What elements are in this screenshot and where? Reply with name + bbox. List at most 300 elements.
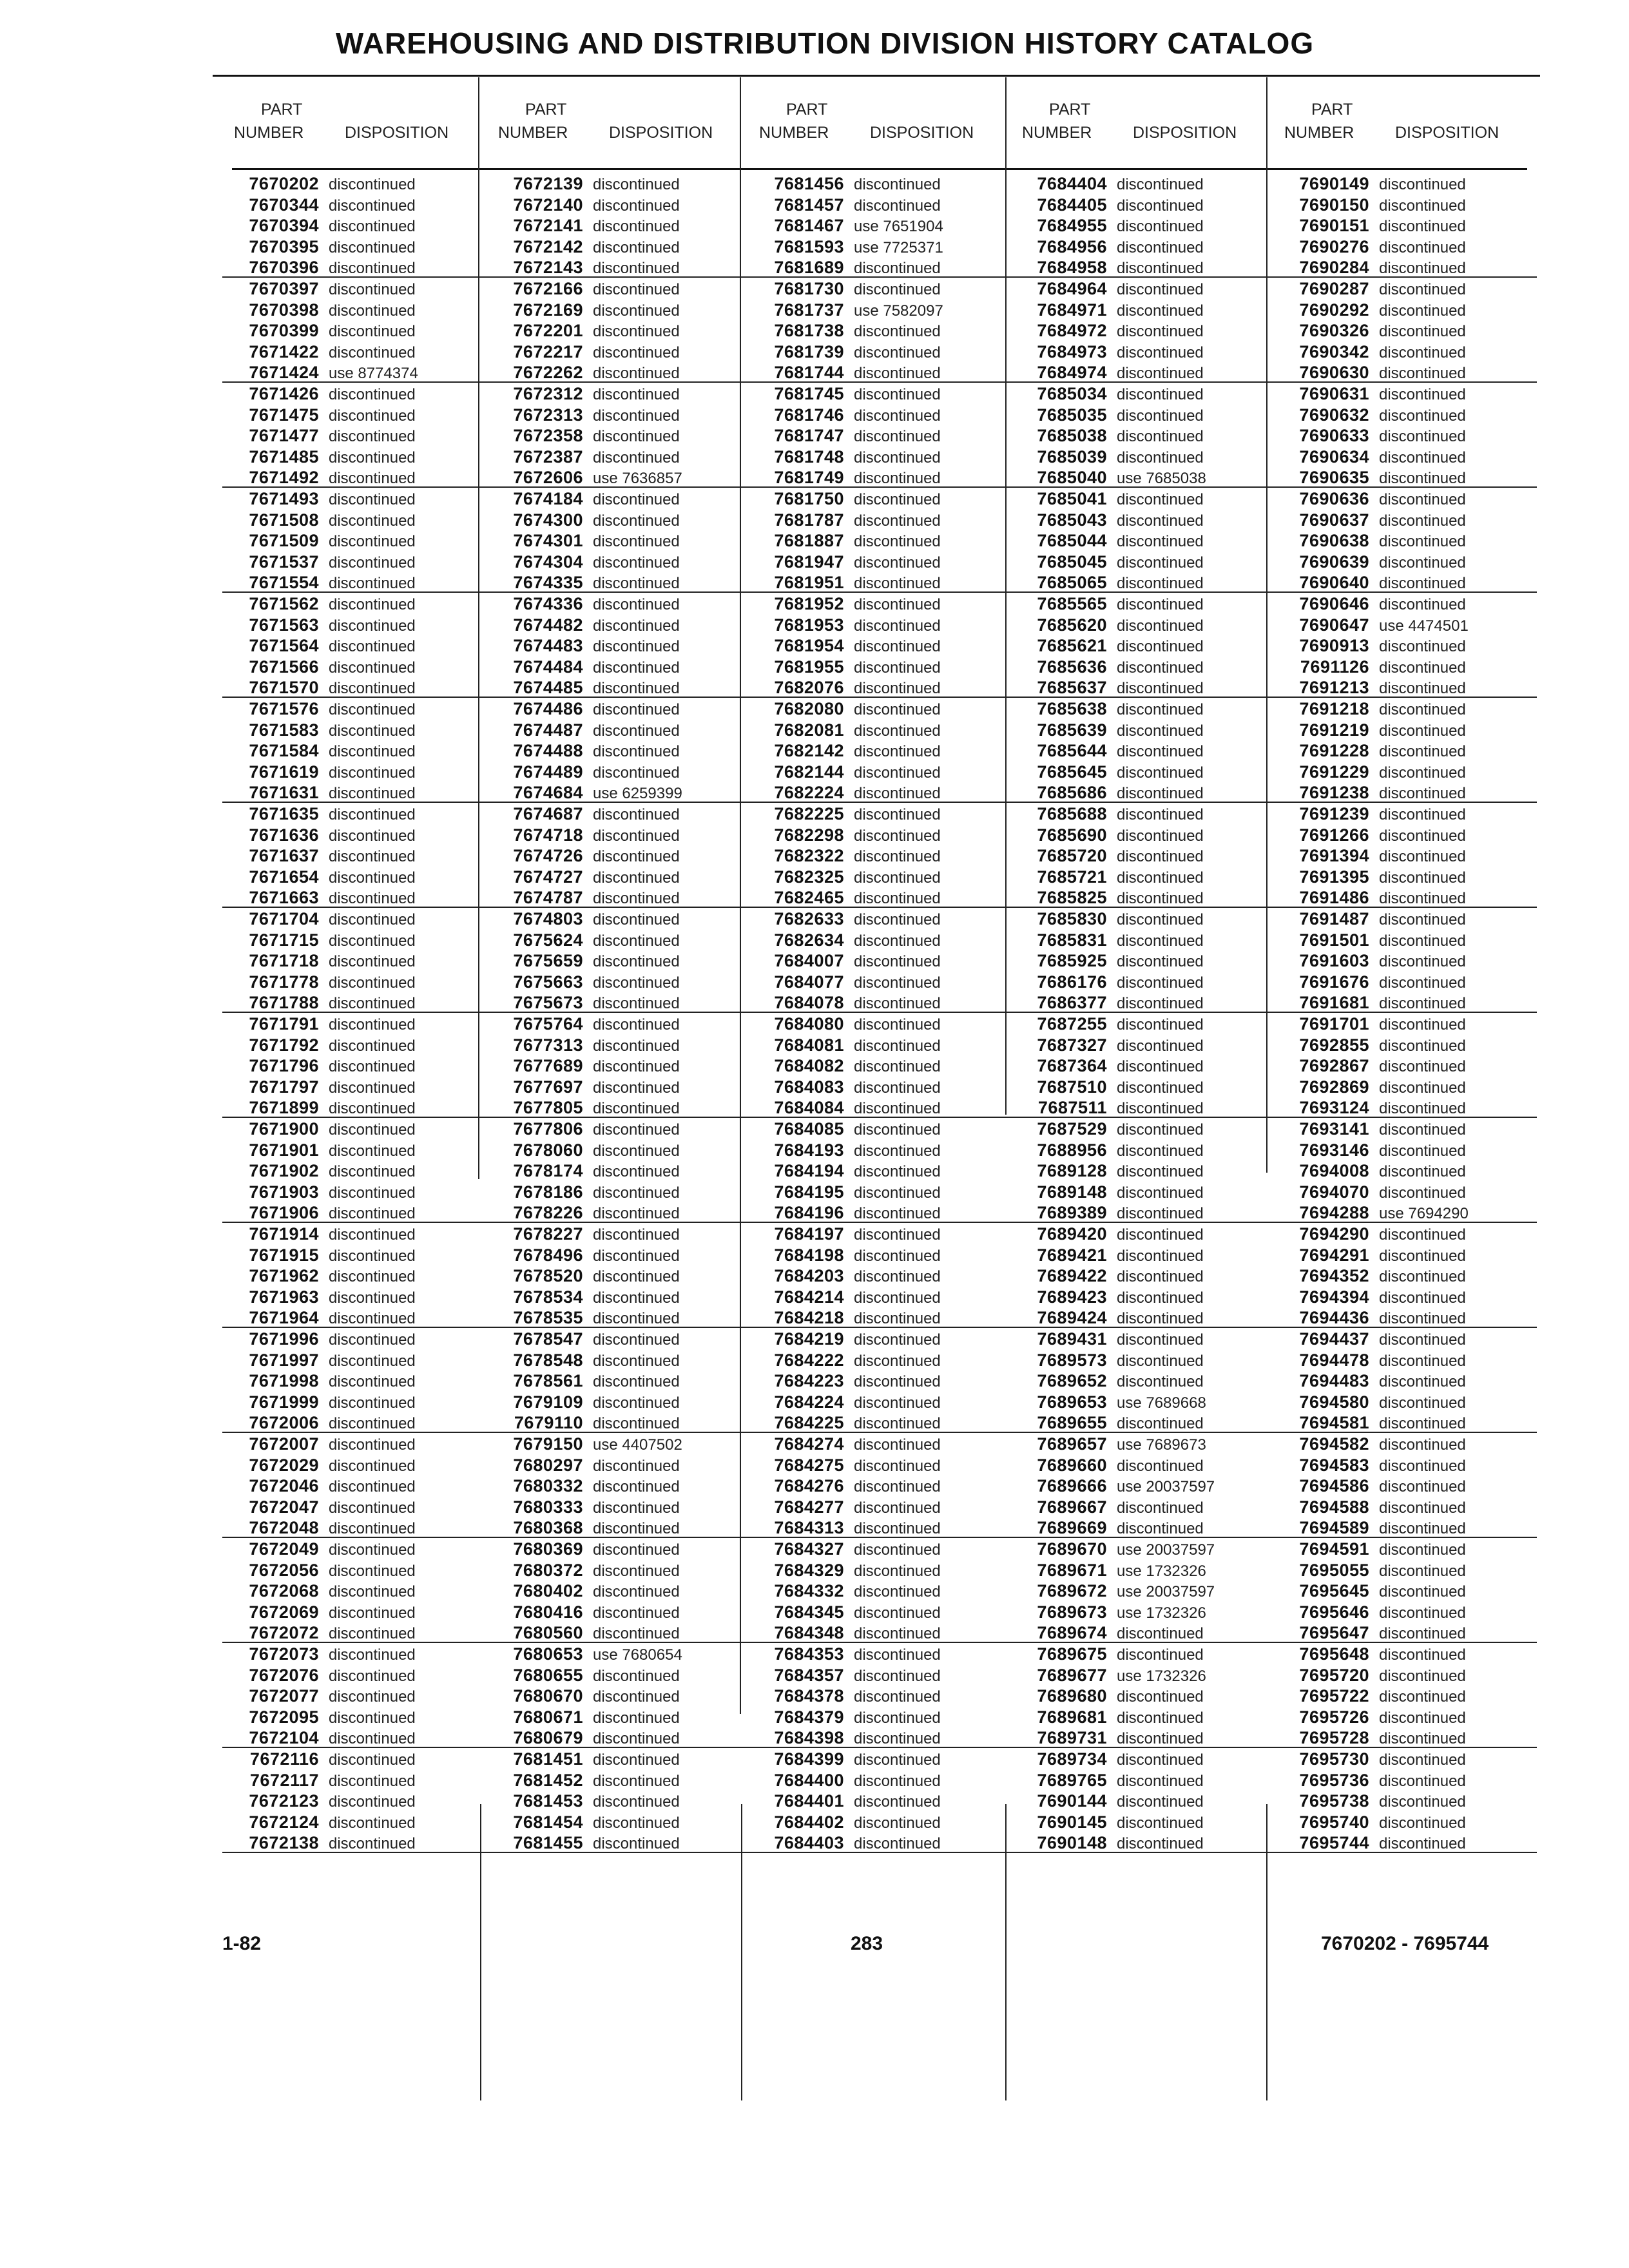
catalog-row	[1273, 299, 1537, 320]
part-number: 7684195	[774, 1182, 844, 1202]
catalog-row	[1273, 635, 1537, 656]
part-number: 7670399	[249, 321, 319, 341]
part-number: 7684222	[774, 1350, 844, 1370]
disposition: discontinued	[593, 1226, 680, 1244]
part-number: 7691238	[1299, 783, 1369, 803]
catalog-row	[747, 1244, 1012, 1265]
catalog-row	[1010, 1706, 1275, 1727]
catalog-row	[222, 530, 487, 551]
catalog-row	[487, 1643, 751, 1664]
disposition: discontinued	[1117, 302, 1204, 320]
part-number: 7681951	[774, 573, 844, 593]
entry-group	[747, 1748, 1012, 1853]
part-number: 7671999	[249, 1392, 319, 1412]
catalog-row	[1273, 1118, 1537, 1139]
disposition: discontinued	[1117, 1247, 1204, 1265]
part-number: 7689681	[1037, 1707, 1107, 1727]
disposition: discontinued	[1379, 974, 1466, 992]
entry-group	[487, 383, 751, 488]
disposition: discontinued	[854, 176, 941, 193]
catalog-row	[222, 173, 487, 194]
catalog-row	[747, 1202, 1012, 1223]
disposition: discontinued	[329, 281, 416, 298]
part-number: 7685636	[1037, 657, 1107, 677]
part-number: 7689677	[1037, 1665, 1107, 1685]
catalog-row	[222, 1370, 487, 1391]
disposition: discontinued	[854, 1604, 941, 1622]
disposition: discontinued	[1117, 386, 1204, 403]
disposition: discontinued	[329, 1667, 416, 1685]
disposition: discontinued	[593, 1667, 680, 1685]
catalog-row	[487, 614, 751, 635]
disposition: discontinued	[1379, 323, 1466, 341]
part-number: 7670398	[249, 300, 319, 320]
part-number: 7680679	[513, 1728, 583, 1748]
disposition: discontinued	[1379, 680, 1466, 698]
part-number: 7689389	[1037, 1203, 1107, 1223]
entry-group	[222, 1118, 487, 1223]
disposition: discontinued	[1379, 1478, 1466, 1496]
disposition: discontinued	[593, 197, 680, 215]
disposition: discontinued	[329, 848, 416, 866]
disposition: discontinued	[593, 1415, 680, 1433]
catalog-row	[747, 1412, 1012, 1433]
part-number: 7671792	[249, 1035, 319, 1055]
part-number: 7684084	[774, 1098, 844, 1118]
part-number: 7685043	[1037, 510, 1107, 530]
catalog-row	[1273, 1181, 1537, 1202]
disposition: discontinued	[1379, 365, 1466, 383]
part-number: 7695740	[1299, 1812, 1369, 1832]
part-number: 7672606	[513, 468, 583, 488]
disposition: discontinued	[593, 1331, 680, 1349]
catalog-row	[222, 236, 487, 257]
catalog-row	[487, 1139, 751, 1160]
catalog-row	[747, 1769, 1012, 1791]
part-number: 7680655	[513, 1665, 583, 1685]
disposition: discontinued	[329, 680, 416, 698]
disposition: discontinued	[854, 995, 941, 1013]
disposition: discontinued	[1117, 1772, 1204, 1790]
catalog-row	[1010, 1055, 1275, 1076]
catalog-row	[1273, 782, 1537, 803]
entry-group	[222, 698, 487, 803]
part-number: 7684081	[774, 1035, 844, 1055]
header-rule	[232, 168, 1527, 170]
disposition: discontinued	[1379, 575, 1466, 593]
disposition: discontinued	[1379, 281, 1466, 298]
disposition: discontinued	[854, 1772, 941, 1790]
catalog-row	[487, 1286, 751, 1307]
catalog-row	[747, 299, 1012, 320]
disposition: discontinued	[1117, 1100, 1204, 1118]
disposition: discontinued	[1117, 617, 1204, 635]
disposition: discontinued	[1379, 218, 1466, 236]
disposition: discontinued	[329, 386, 416, 403]
catalog-row	[747, 466, 1012, 488]
entries-column	[1010, 173, 1275, 1853]
entry-group	[222, 803, 487, 908]
catalog-row	[487, 1370, 751, 1391]
part-number: 7680332	[513, 1476, 583, 1496]
part-number: 7690150	[1299, 195, 1369, 215]
disposition: discontinued	[1379, 932, 1466, 950]
part-number: 7690326	[1299, 321, 1369, 341]
disposition: discontinued	[593, 1373, 680, 1391]
part-number: 7671901	[249, 1140, 319, 1160]
disposition: discontinued	[1379, 343, 1466, 361]
catalog-row	[1273, 1160, 1537, 1181]
part-number: 7678547	[513, 1329, 583, 1349]
part-number: 7682142	[774, 741, 844, 761]
part-number: 7681739	[774, 341, 844, 361]
disposition: discontinued	[854, 1478, 941, 1496]
catalog-row	[222, 1748, 487, 1769]
catalog-row	[747, 383, 1012, 404]
disposition: discontinued	[593, 1625, 680, 1643]
catalog-row	[487, 845, 751, 866]
part-number: 7690149	[1299, 174, 1369, 193]
part-number: 7678561	[513, 1371, 583, 1391]
catalog-row	[222, 719, 487, 740]
catalog-row	[747, 1013, 1012, 1034]
entry-group	[1010, 593, 1275, 698]
part-number: 7671508	[249, 510, 319, 530]
disposition: discontinued	[593, 1583, 680, 1601]
part-number: 7694436	[1299, 1308, 1369, 1328]
part-number: 7695646	[1299, 1602, 1369, 1622]
disposition: discontinued	[1117, 953, 1204, 971]
part-number: 7672007	[249, 1434, 319, 1454]
part-number: 7681953	[774, 615, 844, 635]
catalog-row	[1273, 929, 1537, 950]
disposition: discontinued	[854, 743, 941, 761]
disposition: discontinued	[1379, 806, 1466, 823]
disposition: discontinued	[1379, 1310, 1466, 1328]
catalog-row	[487, 466, 751, 488]
part-number: 7690342	[1299, 341, 1369, 361]
header-part: PART	[261, 101, 303, 119]
part-number: 7684214	[774, 1287, 844, 1307]
part-number: 7687529	[1037, 1119, 1107, 1139]
disposition: discontinued	[329, 553, 416, 572]
catalog-row	[1273, 824, 1537, 845]
part-number: 7689431	[1037, 1329, 1107, 1349]
catalog-row	[487, 1538, 751, 1559]
part-number: 7684276	[774, 1476, 844, 1496]
part-number: 7694581	[1299, 1413, 1369, 1433]
catalog-row	[747, 1433, 1012, 1454]
disposition: discontinued	[329, 1541, 416, 1559]
catalog-row	[747, 1454, 1012, 1475]
entry-group	[222, 1433, 487, 1538]
part-number: 7681750	[774, 489, 844, 508]
catalog-row	[1010, 446, 1275, 467]
catalog-row	[1010, 761, 1275, 782]
entry-group	[1273, 278, 1537, 383]
part-number: 7687511	[1037, 1098, 1107, 1118]
disposition: discontinued	[329, 1121, 416, 1139]
part-number: 7672313	[513, 405, 583, 425]
footer-section-number: 1-82	[222, 1933, 262, 1954]
part-number: 7671554	[249, 573, 319, 593]
catalog-row	[1010, 1475, 1275, 1496]
catalog-row	[487, 383, 751, 404]
disposition: discontinued	[1117, 491, 1204, 508]
catalog-row	[1010, 1265, 1275, 1286]
disposition: discontinued	[1379, 1352, 1466, 1370]
part-number: 7694008	[1299, 1161, 1369, 1181]
disposition: discontinued	[1117, 281, 1204, 298]
part-number: 7689422	[1037, 1266, 1107, 1286]
part-number: 7691395	[1299, 867, 1369, 887]
catalog-row	[1273, 572, 1537, 593]
disposition: discontinued	[1379, 911, 1466, 928]
entry-group	[487, 803, 751, 908]
disposition: discontinued	[329, 1625, 416, 1643]
catalog-row	[1010, 1496, 1275, 1517]
disposition: discontinued	[593, 1016, 680, 1033]
catalog-row	[222, 425, 487, 446]
part-number: 7690633	[1299, 426, 1369, 446]
part-number: 7672006	[249, 1413, 319, 1433]
catalog-row	[487, 866, 751, 887]
catalog-row	[1273, 740, 1537, 761]
part-number: 7684357	[774, 1665, 844, 1685]
disposition: discontinued	[854, 1121, 941, 1139]
disposition: discontinued	[854, 1793, 941, 1811]
disposition: discontinued	[329, 974, 416, 992]
disposition: discontinued	[593, 1184, 680, 1202]
catalog-row	[747, 698, 1012, 719]
disposition: discontinued	[329, 596, 416, 613]
entry-group	[1273, 1118, 1537, 1223]
catalog-row	[1273, 1349, 1537, 1370]
catalog-row	[1010, 383, 1275, 404]
catalog-row	[1010, 1664, 1275, 1686]
catalog-row	[487, 1475, 751, 1496]
part-number: 7680671	[513, 1707, 583, 1727]
catalog-row	[1273, 1496, 1537, 1517]
catalog-row	[1010, 466, 1275, 488]
catalog-row	[487, 908, 751, 929]
disposition: discontinued	[593, 1079, 680, 1097]
disposition: discontinued	[329, 470, 416, 488]
part-number: 7694589	[1299, 1518, 1369, 1538]
catalog-row	[747, 509, 1012, 530]
part-number: 7691213	[1299, 678, 1369, 698]
disposition: discontinued	[854, 1562, 941, 1580]
disposition: discontinued	[593, 176, 680, 193]
catalog-row	[487, 740, 751, 761]
catalog-row	[487, 1076, 751, 1097]
disposition: use 7636857	[593, 470, 682, 488]
part-number: 7690632	[1299, 405, 1369, 425]
disposition: discontinued	[1379, 553, 1466, 572]
entry-group	[1273, 1538, 1537, 1643]
catalog-row	[487, 1181, 751, 1202]
disposition: discontinued	[329, 1058, 416, 1076]
disposition: discontinued	[854, 1373, 941, 1391]
part-number: 7684077	[774, 972, 844, 992]
catalog-row	[1010, 404, 1275, 425]
catalog-row	[487, 1769, 751, 1791]
entry-group	[747, 488, 1012, 593]
catalog-row	[747, 215, 1012, 236]
disposition: discontinued	[1379, 953, 1466, 971]
part-number: 7675624	[513, 930, 583, 950]
catalog-row	[1273, 719, 1537, 740]
catalog-row	[222, 1517, 487, 1538]
part-number: 7681746	[774, 405, 844, 425]
disposition: discontinued	[1379, 827, 1466, 845]
disposition: discontinued	[1117, 197, 1204, 215]
part-number: 7692867	[1299, 1056, 1369, 1076]
catalog-row	[1273, 173, 1537, 194]
catalog-row	[747, 1664, 1012, 1686]
part-number: 7685040	[1037, 468, 1107, 488]
disposition: discontinued	[1117, 995, 1204, 1013]
disposition: discontinued	[593, 1709, 680, 1727]
disposition: discontinued	[1379, 1373, 1466, 1391]
catalog-row	[1010, 361, 1275, 383]
disposition: discontinued	[329, 1310, 416, 1328]
catalog-row	[222, 1580, 487, 1601]
disposition: discontinued	[329, 1247, 416, 1265]
disposition: discontinued	[1117, 1520, 1204, 1538]
part-number: 7694394	[1299, 1287, 1369, 1307]
disposition: discontinued	[1117, 407, 1204, 425]
part-number: 7695730	[1299, 1749, 1369, 1769]
disposition: discontinued	[1117, 323, 1204, 341]
catalog-row	[487, 1496, 751, 1517]
disposition: discontinued	[854, 1541, 941, 1559]
part-number: 7689673	[1037, 1602, 1107, 1622]
catalog-row	[487, 1244, 751, 1265]
disposition: discontinued	[1379, 1289, 1466, 1307]
disposition: discontinued	[1379, 1415, 1466, 1433]
header-number: NUMBER	[1284, 124, 1354, 142]
disposition: discontinued	[329, 1499, 416, 1517]
disposition: discontinued	[593, 1163, 680, 1181]
catalog-row	[1010, 719, 1275, 740]
part-number: 7684277	[774, 1497, 844, 1517]
entry-group	[1010, 1013, 1275, 1118]
disposition: discontinued	[1117, 722, 1204, 740]
part-number: 7671654	[249, 867, 319, 887]
catalog-row	[1010, 740, 1275, 761]
part-number: 7672358	[513, 426, 583, 446]
part-number: 7674726	[513, 846, 583, 866]
disposition: discontinued	[1379, 1583, 1466, 1601]
catalog-row	[1010, 1139, 1275, 1160]
catalog-row	[487, 341, 751, 362]
catalog-row	[487, 593, 751, 614]
catalog-row	[487, 803, 751, 824]
disposition: discontinued	[1117, 638, 1204, 656]
part-number: 7675673	[513, 993, 583, 1013]
entry-group	[1273, 698, 1537, 803]
catalog-row	[747, 845, 1012, 866]
part-number: 7670202	[249, 174, 319, 193]
disposition: discontinued	[1379, 743, 1466, 761]
disposition: discontinued	[593, 596, 680, 613]
catalog-row	[747, 740, 1012, 761]
part-number: 7678060	[513, 1140, 583, 1160]
catalog-row	[1273, 488, 1537, 509]
disposition: discontinued	[593, 911, 680, 928]
entry-group	[1273, 173, 1537, 278]
catalog-row	[747, 1538, 1012, 1559]
catalog-row	[747, 1370, 1012, 1391]
catalog-row	[1010, 1034, 1275, 1055]
part-number: 7690284	[1299, 258, 1369, 278]
disposition: discontinued	[1117, 1688, 1204, 1706]
catalog-row	[1010, 593, 1275, 614]
catalog-row	[487, 1832, 751, 1853]
disposition: discontinued	[854, 1625, 941, 1643]
part-number: 7687255	[1037, 1014, 1107, 1033]
part-number: 7681738	[774, 321, 844, 341]
part-number: 7671570	[249, 678, 319, 698]
part-number: 7695736	[1299, 1770, 1369, 1790]
header-part: PART	[786, 101, 828, 119]
catalog-row	[222, 929, 487, 950]
catalog-row	[747, 1790, 1012, 1811]
part-number: 7672201	[513, 321, 583, 341]
part-number: 7671562	[249, 594, 319, 613]
catalog-row	[1010, 782, 1275, 803]
part-number: 7691681	[1299, 993, 1369, 1013]
catalog-row	[487, 824, 751, 845]
part-number: 7678520	[513, 1266, 583, 1286]
catalog-row	[487, 929, 751, 950]
catalog-row	[487, 509, 751, 530]
catalog-row	[1273, 256, 1537, 278]
disposition: discontinued	[1379, 1646, 1466, 1664]
part-number: 7671636	[249, 825, 319, 845]
part-number: 7681457	[774, 195, 844, 215]
catalog-row	[1010, 236, 1275, 257]
catalog-row	[1010, 1727, 1275, 1748]
part-number: 7672048	[249, 1518, 319, 1538]
disposition: discontinued	[854, 323, 941, 341]
part-number: 7685044	[1037, 531, 1107, 551]
catalog-row	[222, 1286, 487, 1307]
part-number: 7678227	[513, 1224, 583, 1244]
disposition: discontinued	[854, 1667, 941, 1685]
entry-group	[222, 173, 487, 278]
catalog-row	[1273, 866, 1537, 887]
disposition: discontinued	[1117, 238, 1204, 256]
part-number: 7681467	[774, 216, 844, 236]
disposition: discontinued	[854, 1520, 941, 1538]
part-number: 7674304	[513, 552, 583, 572]
part-number: 7690647	[1299, 615, 1369, 635]
disposition: discontinued	[854, 281, 941, 298]
part-number: 7684402	[774, 1812, 844, 1832]
entry-group	[747, 1328, 1012, 1433]
disposition: discontinued	[1117, 785, 1204, 803]
part-number: 7691126	[1300, 657, 1369, 677]
disposition: discontinued	[854, 553, 941, 572]
part-number: 7674687	[513, 804, 583, 823]
disposition: discontinued	[593, 281, 680, 298]
catalog-row	[222, 1139, 487, 1160]
part-number: 7671915	[249, 1245, 319, 1265]
catalog-row	[747, 572, 1012, 593]
disposition: discontinued	[593, 1604, 680, 1622]
